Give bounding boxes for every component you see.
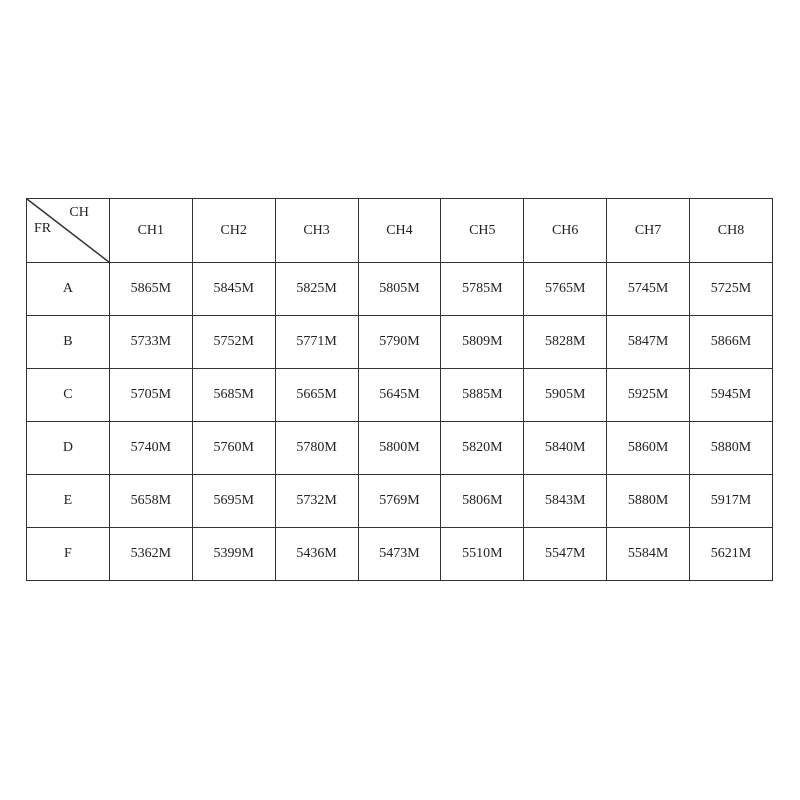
column-header: CH4 [358,199,441,263]
frequency-cell: 5880M [607,475,690,528]
frequency-cell: 5860M [607,422,690,475]
row-label: C [27,369,110,422]
header-row [27,199,773,263]
frequency-channel-table [26,198,773,581]
frequency-cell: 5825M [275,263,358,316]
frequency-cell: 5880M [690,422,773,475]
corner-header-cell [27,199,110,263]
frequency-cell: 5885M [441,369,524,422]
row-label: D [27,422,110,475]
frequency-cell: 5828M [524,316,607,369]
corner-row-label: FR [34,221,52,236]
frequency-cell: 5945M [690,369,773,422]
frequency-cell: 5805M [358,263,441,316]
column-header: CH3 [275,199,358,263]
frequency-cell: 5800M [358,422,441,475]
frequency-cell: 5780M [275,422,358,475]
column-header: CH8 [690,199,773,263]
column-header: CH2 [192,199,275,263]
frequency-cell: 5547M [524,528,607,581]
frequency-cell: 5645M [358,369,441,422]
column-header: CH6 [524,199,607,263]
frequency-cell: 5621M [690,528,773,581]
frequency-cell: 5510M [441,528,524,581]
frequency-cell: 5705M [109,369,192,422]
frequency-cell: 5866M [690,316,773,369]
row-label: F [27,528,110,581]
frequency-cell: 5865M [109,263,192,316]
frequency-cell: 5905M [524,369,607,422]
frequency-cell: 5733M [109,316,192,369]
frequency-cell: 5847M [607,316,690,369]
frequency-cell: 5584M [607,528,690,581]
frequency-cell: 5771M [275,316,358,369]
frequency-cell: 5820M [441,422,524,475]
frequency-cell: 5917M [690,475,773,528]
frequency-cell: 5769M [358,475,441,528]
row-label: B [27,316,110,369]
frequency-cell: 5665M [275,369,358,422]
column-header: CH5 [441,199,524,263]
row-label: E [27,475,110,528]
frequency-cell: 5362M [109,528,192,581]
frequency-cell: 5685M [192,369,275,422]
frequency-cell: 5760M [192,422,275,475]
frequency-cell: 5473M [358,528,441,581]
table-row [27,475,773,528]
frequency-cell: 5725M [690,263,773,316]
frequency-cell: 5765M [524,263,607,316]
table-row [27,422,773,475]
column-header: CH1 [109,199,192,263]
table-row [27,369,773,422]
table-row [27,316,773,369]
frequency-cell: 5806M [441,475,524,528]
frequency-cell: 5840M [524,422,607,475]
frequency-cell: 5785M [441,263,524,316]
frequency-cell: 5790M [358,316,441,369]
frequency-cell: 5845M [192,263,275,316]
frequency-cell: 5925M [607,369,690,422]
row-label: A [27,263,110,316]
frequency-cell: 5695M [192,475,275,528]
frequency-cell: 5732M [275,475,358,528]
frequency-cell: 5809M [441,316,524,369]
frequency-cell: 5752M [192,316,275,369]
frequency-cell: 5740M [109,422,192,475]
table-row [27,528,773,581]
frequency-cell: 5745M [607,263,690,316]
column-header: CH7 [607,199,690,263]
frequency-cell: 5658M [109,475,192,528]
corner-column-label: CH [69,205,89,220]
frequency-cell: 5399M [192,528,275,581]
frequency-cell: 5436M [275,528,358,581]
table-row [27,263,773,316]
frequency-cell: 5843M [524,475,607,528]
